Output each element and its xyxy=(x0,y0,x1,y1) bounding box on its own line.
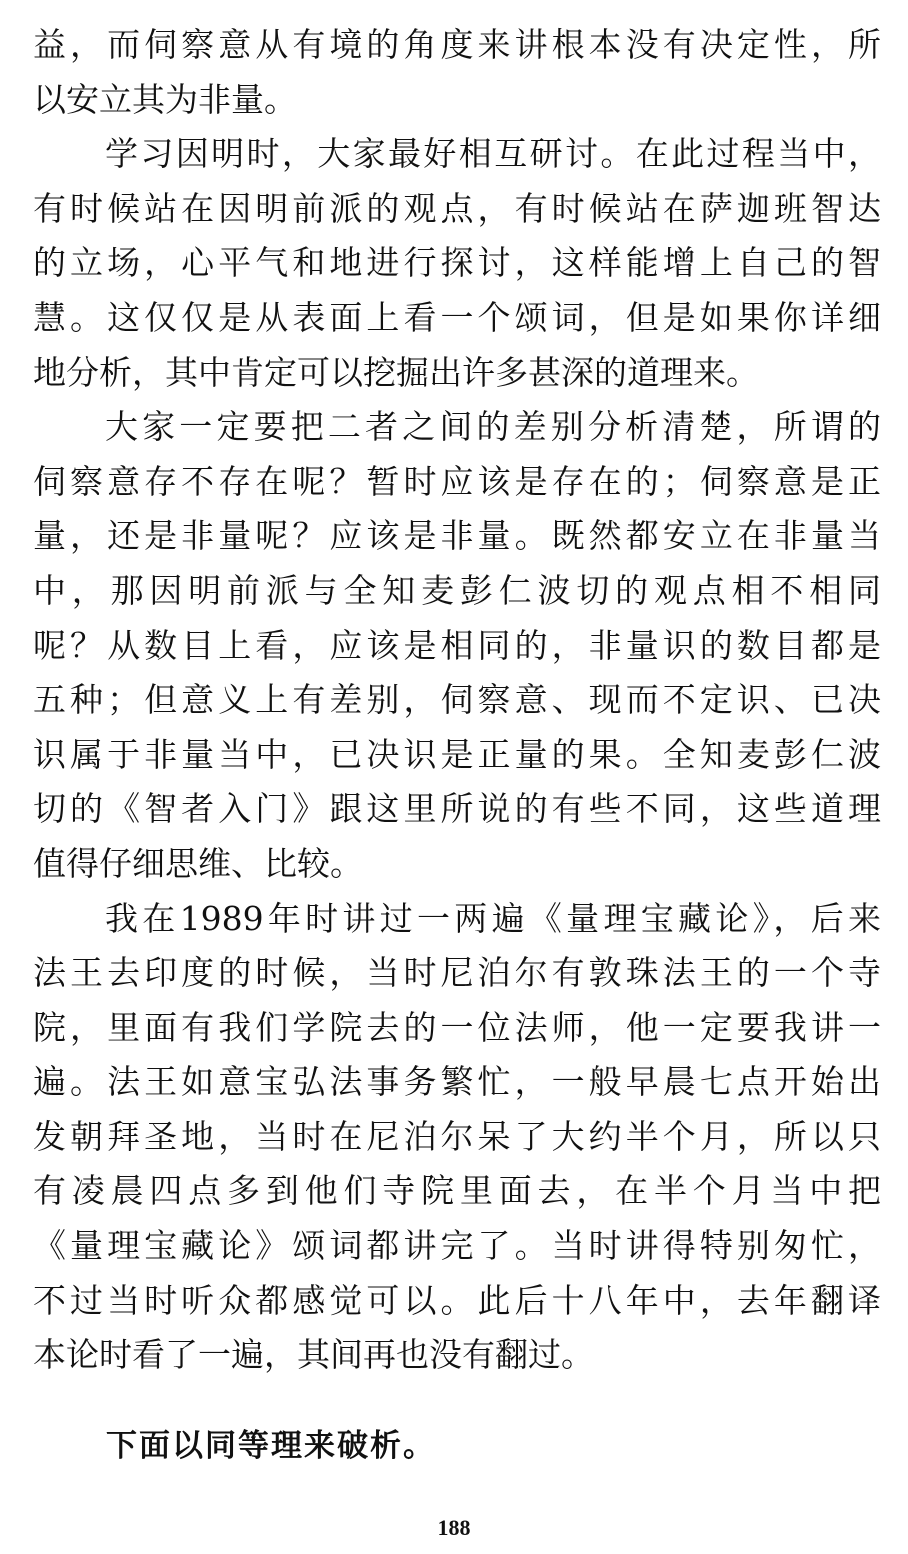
text-line: 本论时看了一遍，其间再也没有翻过。 xyxy=(33,1335,594,1375)
text-line: 益，而伺察意从有境的角度来讲根本没有决定性，所 xyxy=(33,25,881,64)
text-line: 量，还是非量呢？应该是非量。既然都安立在非量当 xyxy=(33,516,881,556)
text-line: 学习因明时，大家最好相互研讨。在此过程当中， xyxy=(105,134,881,174)
text-line: 有时候站在因明前派的观点，有时候站在萨迦班智达 xyxy=(33,188,881,228)
text-line: 《量理宝藏论》颂词都讲完了。当时讲得特别匆忙， xyxy=(33,1226,881,1266)
page-number: 188 xyxy=(437,1515,471,1540)
text-line: 地分析，其中肯定可以挖掘出许多甚深的道理来。 xyxy=(33,352,759,392)
text-line: 识属于非量当中，已决识是正量的果。全知麦彭仁波 xyxy=(33,734,881,774)
text-line: 大家一定要把二者之间的差别分析清楚，所谓的 xyxy=(105,407,881,447)
text-line: 院，里面有我们学院去的一位法师，他一定要我讲一 xyxy=(33,1007,881,1047)
text-line: 伺察意存不存在呢？暂时应该是存在的；伺察意是正 xyxy=(33,461,881,501)
text-line: 法王去印度的时候，当时尼泊尔有敦珠法王的一个寺 xyxy=(33,953,881,993)
section-heading: 下面以同等理来破析。 xyxy=(106,1428,436,1464)
text-line: 切的《智者入门》跟这里所说的有些不同，这些道理 xyxy=(33,789,881,829)
text-line: 的立场，心平气和地进行探讨，这样能增上自己的智 xyxy=(33,243,881,283)
text-line: 五种；但意义上有差别，伺察意、现而不定识、已决 xyxy=(33,680,881,720)
text-line: 遍。法王如意宝弘法事务繁忙，一般早晨七点开始出 xyxy=(33,1062,881,1102)
text-line: 中，那因明前派与全知麦彭仁波切的观点相不相同 xyxy=(33,570,881,610)
text-line: 呢？从数目上看，应该是相同的，非量识的数目都是 xyxy=(33,625,881,665)
text-line: 发朝拜圣地，当时在尼泊尔呆了大约半个月，所以只 xyxy=(33,1116,881,1156)
text-line: 以安立其为非量。 xyxy=(33,79,297,119)
text-line: 有凌晨四点多到他们寺院里面去，在半个月当中把 xyxy=(33,1171,881,1211)
text-line: 值得仔细思维、比较。 xyxy=(33,843,363,883)
text-line: 慧。这仅仅是从表面上看一个颂词，但是如果你详细 xyxy=(33,297,881,337)
text-line: 我在1989年时讲过一两遍《量理宝藏论》，后来 xyxy=(105,898,881,938)
text-line: 不过当时听众都感觉可以。此后十八年中，去年翻译 xyxy=(33,1280,881,1320)
body-text xyxy=(33,18,881,1383)
